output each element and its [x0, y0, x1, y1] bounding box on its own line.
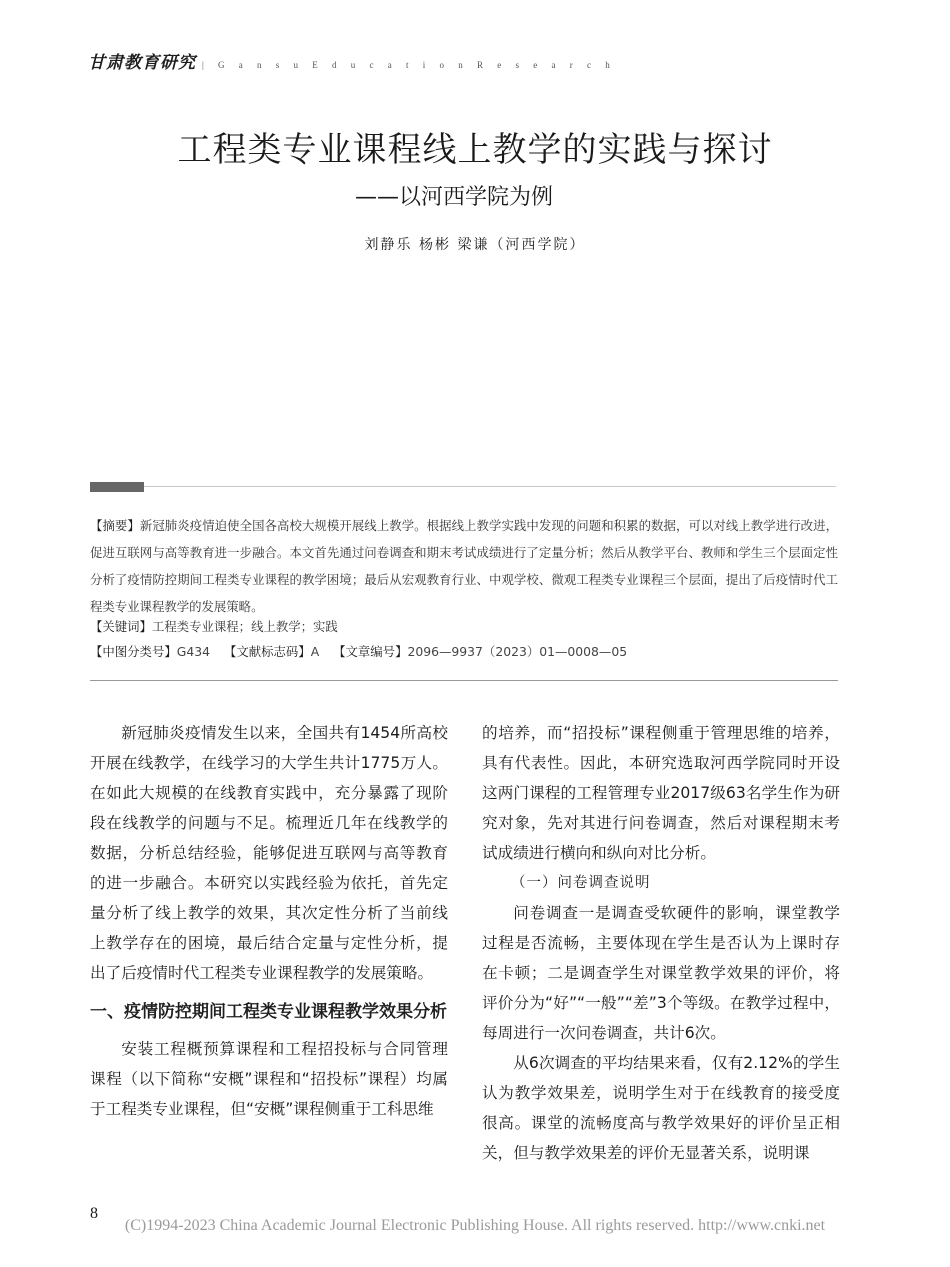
body-paragraph: 问卷调查一是调查受软硬件的影响，课堂教学过程是否流畅，主要体现在学生是否认为上课时存在卡顿；二是调查学生对课堂教学效果的评价，将评价分为“好”“一般”“差”3个等级。在教学过程中，每周进行一次问卷调查，共计6次。	[482, 904, 840, 1042]
keywords-text: 工程类专业课程；线上教学；实践	[151, 619, 338, 634]
section-heading: 一、疫情防控期间工程类专业课程教学效果分析	[90, 1002, 447, 1022]
article-authors: 刘静乐 杨彬 梁谦（河西学院）	[364, 237, 586, 253]
classification-line	[90, 642, 627, 660]
doc-code-value: A	[310, 644, 320, 659]
keywords-label: 【关键词】	[90, 619, 152, 634]
section-divider	[144, 486, 836, 487]
article-number-label: 【文章编号】	[333, 644, 408, 659]
abstract-text: 新冠肺炎疫情迫使全国各高校大规模开展线上教学。根据线上教学实践中发现的问题和积累的数据，可以对线上教学进行改进，促进互联网与高等教育进一步融合。本文首先通过问卷调查和期末考试成绩进行了定量分析；然后从教学平台、教师和学生三个层面定性分析了疫情防控期间工程类专业课程的教学困境；最后从宏观教育行业、中观学校、微观工程类专业课程三个层面，提出了后疫情时代工程类专业课程教学的发展策略。	[90, 518, 839, 614]
clc-value: G434	[176, 644, 210, 659]
article-number-value: 2096—9937（2023）01—0008—05	[407, 644, 628, 659]
section-marker-bar	[90, 482, 144, 492]
body-column-left	[90, 718, 448, 1124]
body-paragraph: 的培养，而“招投标”课程侧重于管理思维的培养，具有代表性。因此，本研究选取河西学院同时开设这两门课程的工程管理专业2017级63名学生作为研究对象，先对其进行问卷调查，然后对课程期末考试成绩进行横向和纵向对比分析。	[482, 724, 840, 862]
abstract-label: 【摘要】	[90, 518, 140, 533]
body-column-right	[482, 718, 840, 1168]
copyright-watermark: (C)1994-2023 China Academic Journal Electronic Publishing House. All rights reserved. http://www.cnki.net	[124, 1217, 826, 1234]
abstract	[90, 512, 838, 620]
article-subtitle: ——以河西学院为例	[355, 185, 554, 210]
keywords-line	[90, 617, 338, 635]
abstract-bottom-rule	[90, 680, 838, 681]
journal-name-en: | G a n s u E d u c a t i o n R e s e a r c h	[202, 60, 616, 70]
clc-label: 【中图分类号】	[90, 644, 177, 659]
journal-name-cn: 甘肃教育研究	[88, 53, 196, 73]
body-paragraph: 新冠肺炎疫情发生以来，全国共有1454所高校开展在线教学，在线学习的大学生共计1775万人。在如此大规模的在线教育实践中，充分暴露了现阶段在线教学的问题与不足。梳理近几年在线教学的数据，分析总结经验，能够促进互联网与高等教育的进一步融合。本研究以实践经验为依托，首先定量分析了线上教学的效果，其次定性分析了当前线上教学存在的困境，最后结合定量与定性分析，提出了后疫情时代工程类专业课程教学的发展策略。	[90, 724, 448, 982]
body-paragraph: 从6次调查的平均结果来看，仅有2.12%的学生认为教学效果差，说明学生对于在线教育的接受度很高。课堂的流畅度高与教学效果好的评价呈正相关，但与教学效果差的评价无显著关系，说明课	[482, 1054, 840, 1162]
body-paragraph: 安装工程概预算课程和工程招投标与合同管理课程（以下简称“安概”课程和“招投标”课程）均属于工程类专业课程，但“安概”课程侧重于工科思维	[90, 1040, 448, 1118]
page-number: 8	[90, 1205, 98, 1222]
article-title: 工程类专业课程线上教学的实践与探讨	[177, 130, 773, 170]
subsection-heading: （一）问卷调查说明	[511, 875, 651, 891]
doc-code-label: 【文献标志码】	[223, 644, 311, 659]
journal-header	[88, 48, 616, 73]
